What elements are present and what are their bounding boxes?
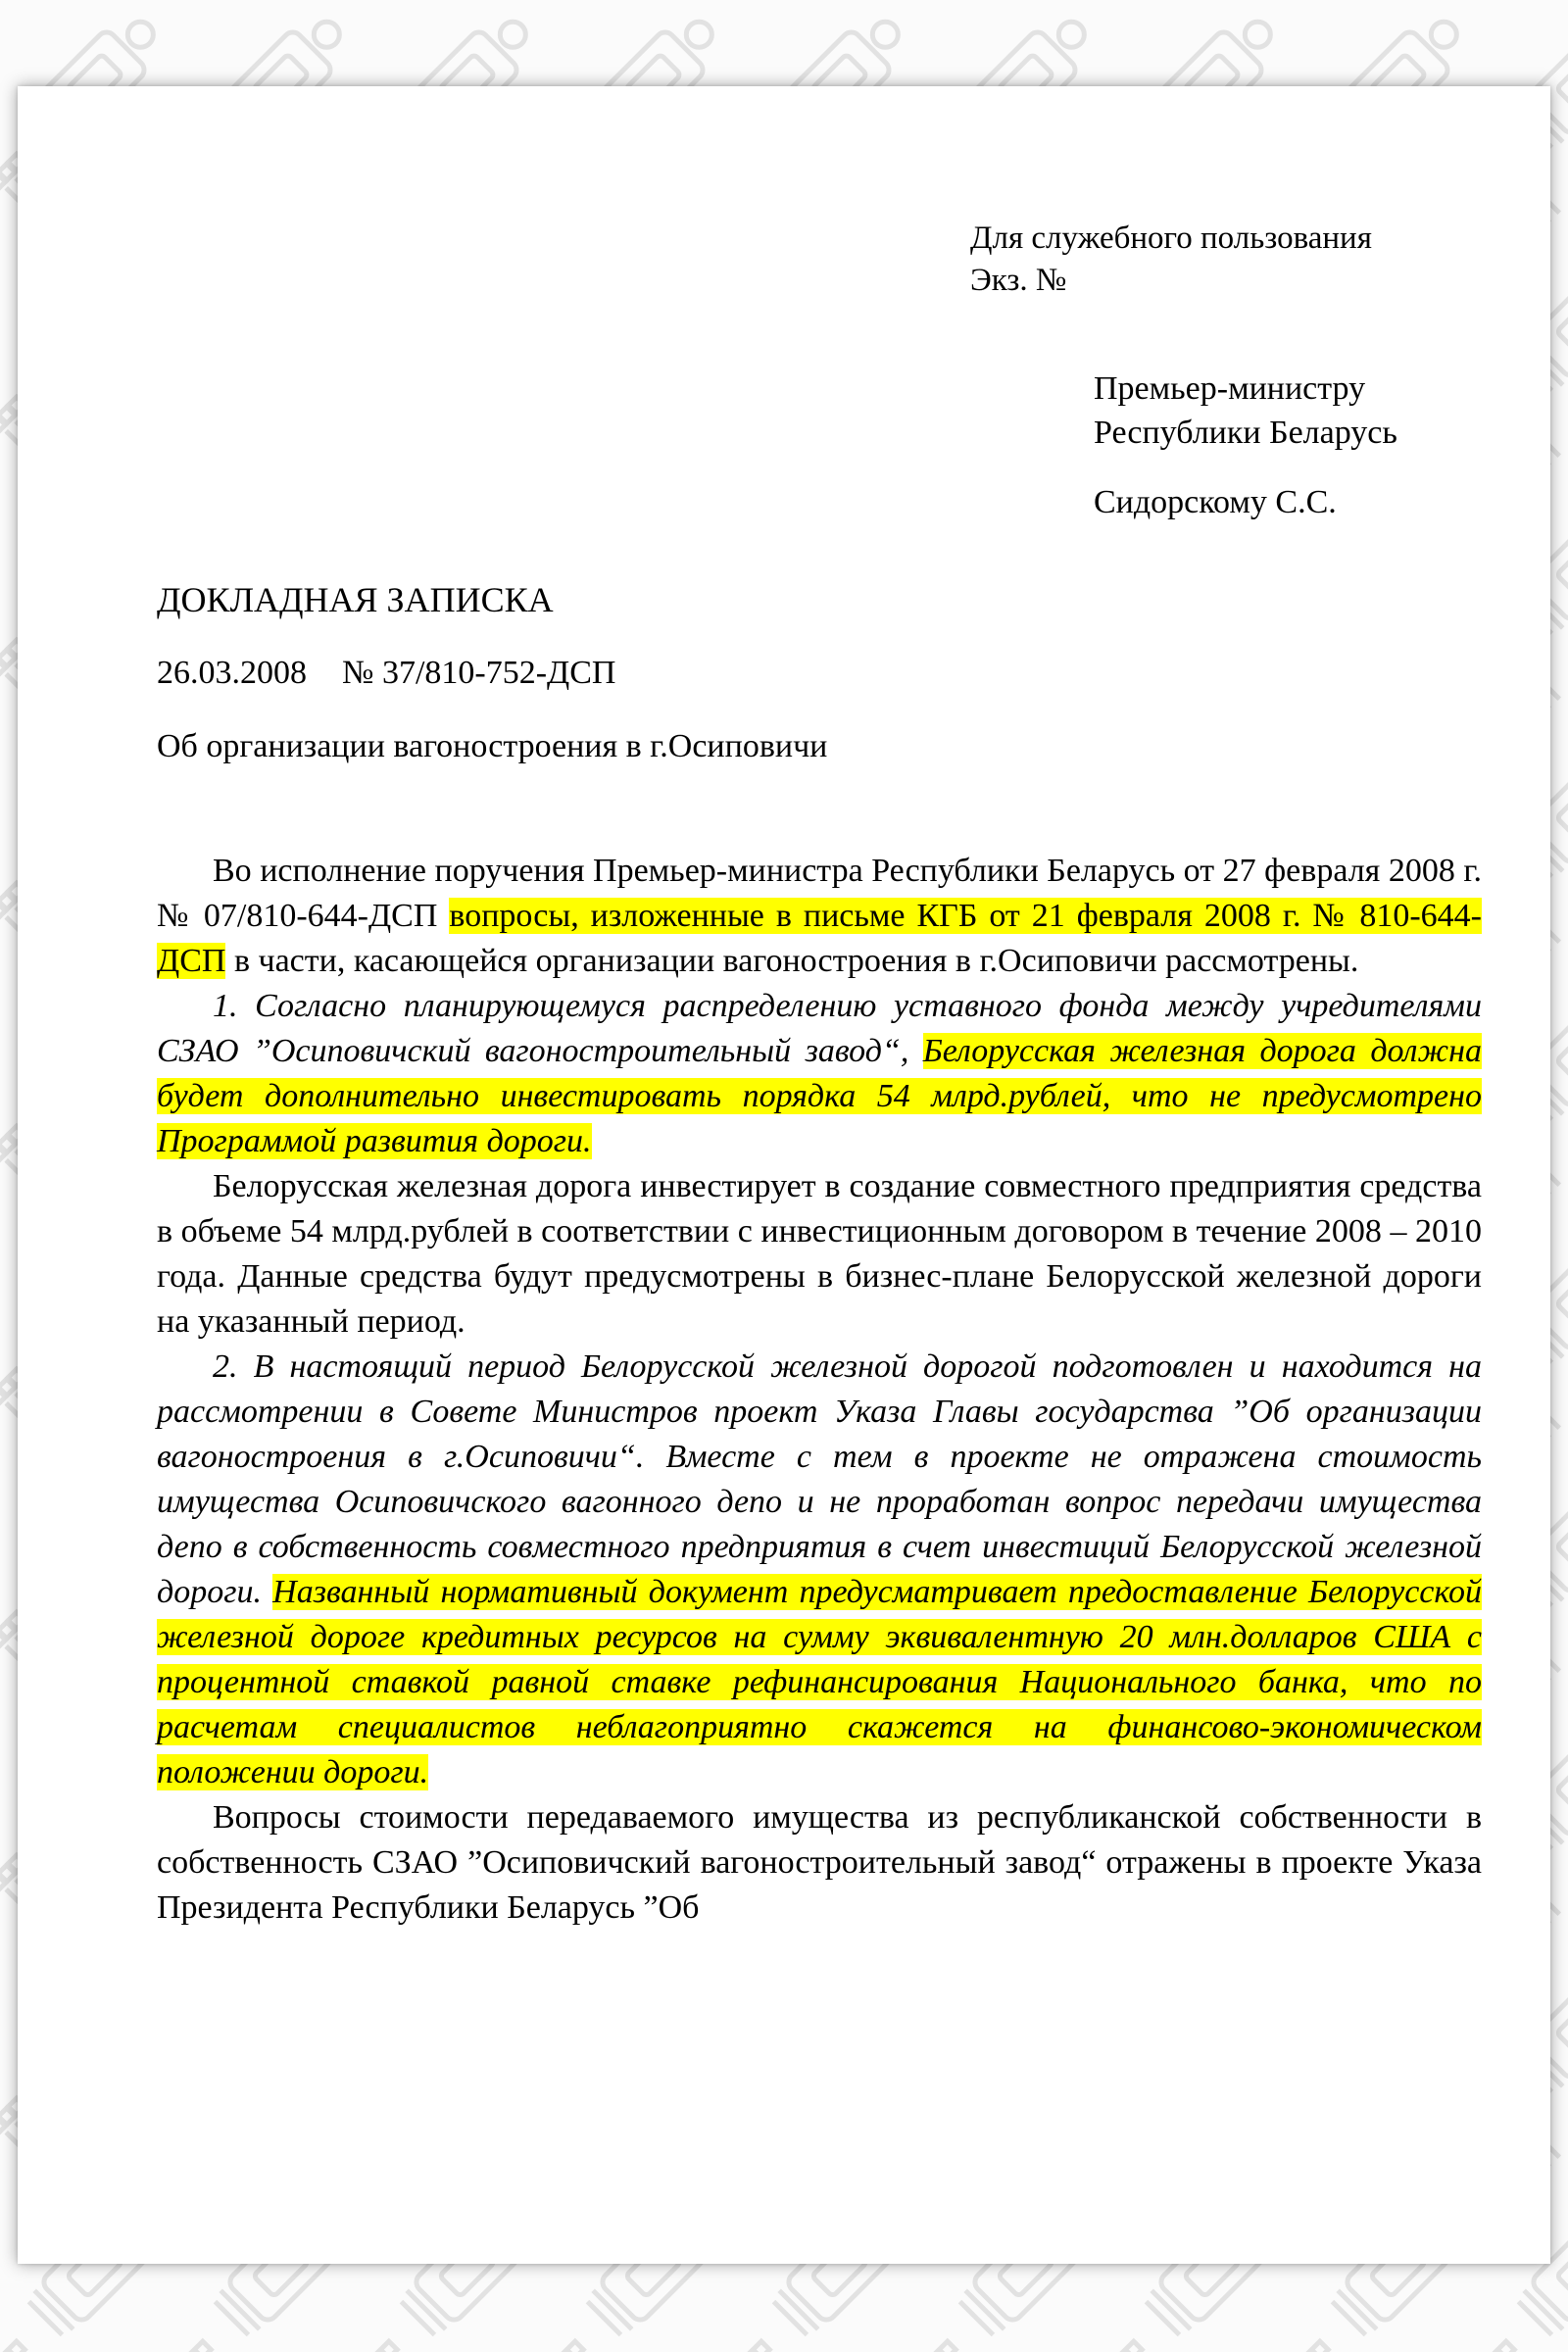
paragraph-4	[157, 1345, 1482, 1795]
highlighted-text: Белорусская железная дорога должна будет дополнительно инвестировать порядка 54 млрд.рублей, что не предусмотрено Программой развития дороги.	[157, 1033, 1482, 1159]
classification-block	[970, 218, 1372, 302]
copy-number-label: Экз. №	[970, 263, 1067, 298]
document-page	[18, 86, 1550, 2264]
document-body	[157, 849, 1482, 1931]
addressee-name: Сидорскому С.С.	[1094, 484, 1337, 520]
paragraph-1	[157, 849, 1482, 984]
highlighted-text: Названный нормативный документ предусматривает предоставление Белорусской железной дороге кредитных ресурсов на сумму эквивалентную 20 млн.долларов США с процентной ставкой равной ставке рефинансирования Национального банка, что по расчетам специалистов неблагоприятно скажется на финансово-экономическом положении дороги.	[157, 1574, 1482, 1790]
classification-label: Для служебного пользования	[970, 220, 1372, 256]
paragraph-5	[157, 1795, 1482, 1931]
addressee-org: Республики Беларусь	[1094, 415, 1397, 451]
text-segment: 1. Согласно планирующемуся распределению уставного фонда между учредителями СЗАО ”Осиповичский вагоностроительный завод“,	[157, 988, 1482, 1069]
document-number-line	[157, 655, 615, 692]
text-segment: Белорусская железная дорога инвестирует в создание совместного предприятия средства в объеме 54 млрд.рублей в соответствии с инвестиционным договором в течение 2008 – 2010 года. Данные средства будут предусмотрены в бизнес-плане Белорусской железной дороги на указанный период.	[157, 1168, 1482, 1340]
addressee-role: Премьер-министру	[1094, 370, 1366, 407]
paragraph-2	[157, 984, 1482, 1164]
text-segment: 2. В настоящий период Белорусской железной дорогой подготовлен и находится на рассмотрении в Совете Министров проект Указа Главы государства ”Об организации вагоностроения в г.Осиповичи“. Вместе с тем в проекте не отражена стоимость имущества Осиповичского вагонного депо и не проработан вопрос передачи имущества депо в собственность совместного предприятия в счет инвестиций Белорусской железной дороги.	[157, 1348, 1482, 1610]
document-type-title: ДОКЛАДНАЯ ЗАПИСКА	[157, 580, 554, 619]
addressee-block	[1094, 367, 1397, 524]
highlighted-text: вопросы, изложенные в письме КГБ от 21 февраля 2008 г. № 810-644-ДСП	[157, 898, 1482, 979]
document-date: 26.03.2008	[157, 655, 307, 691]
text-segment: в части, касающейся организации вагоностроения в г.Осиповичи рассмотрены.	[225, 943, 1359, 979]
text-segment: Вопросы стоимости передаваемого имущества из республиканской собственности в собственность СЗАО ”Осиповичский вагоностроительный завод“ отражены в проекте Указа Президента Республики Беларусь ”Об	[157, 1799, 1482, 1926]
text-segment: Во исполнение поручения Премьер-министра Республики Беларусь от 27 февраля 2008 г. № 07/810-644-ДСП	[157, 853, 1482, 934]
document-reg-number: № 37/810-752-ДСП	[342, 655, 616, 691]
paragraph-3	[157, 1164, 1482, 1345]
document-subject: Об организации вагоностроения в г.Осиповичи	[157, 728, 828, 764]
